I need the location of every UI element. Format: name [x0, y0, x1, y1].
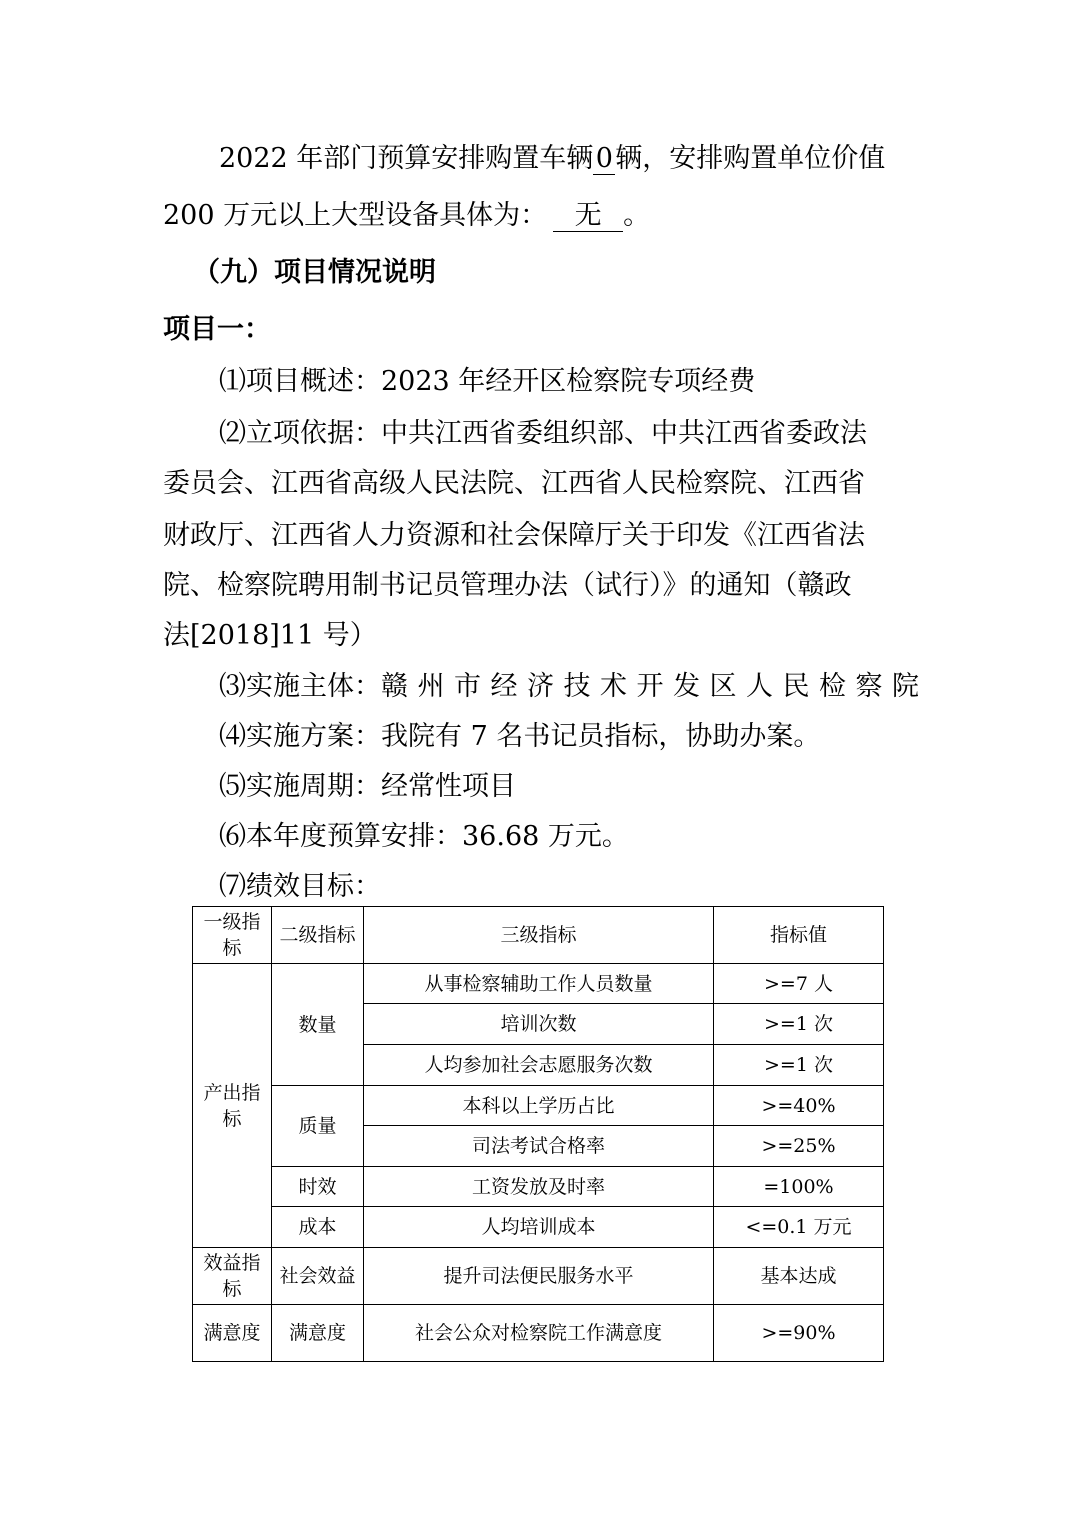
- value-cell: <=0.1 万元: [714, 1207, 884, 1248]
- table-header-row: [193, 907, 884, 964]
- level3-cell: 培训次数: [364, 1004, 714, 1045]
- item-goals: ⑺绩效目标：: [219, 871, 381, 902]
- value-cell: >=1 次: [714, 1045, 884, 1086]
- table-row: [193, 964, 884, 1004]
- level3-cell: 工资发放及时率: [364, 1167, 714, 1207]
- section-heading: （九）项目情况说明: [193, 257, 436, 288]
- item-basis-line4: 院、检察院聘用制书记员管理办法（试行）》的通知（赣政: [163, 570, 852, 601]
- level2-social-benefit: 社会效益: [272, 1248, 364, 1305]
- level3-cell: 社会公众对检察院工作满意度: [364, 1305, 714, 1362]
- item-basis-line1: ⑵立项依据：中共江西省委组织部、中共江西省委政法: [219, 418, 867, 449]
- item-basis-line5: 法[2018]11 号）: [163, 620, 377, 651]
- level1-satisfaction: 满意度: [193, 1305, 272, 1362]
- level2-cost: 成本: [272, 1207, 364, 1248]
- table-row: [193, 1167, 884, 1207]
- table-row: [193, 1305, 884, 1362]
- value-cell: =100%: [714, 1167, 884, 1207]
- value-cell: >=1 次: [714, 1004, 884, 1045]
- table-row: [193, 1207, 884, 1248]
- level3-cell: 提升司法便民服务水平: [364, 1248, 714, 1305]
- level3-cell: 人均培训成本: [364, 1207, 714, 1248]
- level3-cell: 人均参加社会志愿服务次数: [364, 1045, 714, 1086]
- para1-l1-pre: 2022 年部门预算安排购置车辆: [219, 143, 594, 174]
- level2-timeliness: 时效: [272, 1167, 364, 1207]
- level1-output: 产出指标: [193, 964, 272, 1248]
- table-row: [193, 1086, 884, 1126]
- level2-quality: 质量: [272, 1086, 364, 1167]
- para1-line2: [163, 199, 650, 233]
- para1-l1-post: 辆，安排购置单位价值: [615, 143, 886, 174]
- value-cell: >=25%: [714, 1126, 884, 1167]
- item-plan: ⑷实施方案：我院有 7 名书记员指标，协助办案。: [219, 721, 821, 752]
- item-budget: ⑹本年度预算安排：36.68 万元。: [219, 821, 629, 852]
- equipment-value: 无: [553, 201, 623, 232]
- level2-quantity: 数量: [272, 964, 364, 1086]
- level1-benefit: 效益指标: [193, 1248, 272, 1305]
- item-basis-line3: 财政厅、江西省人力资源和社会保障厅关于印发《江西省法: [163, 520, 865, 551]
- item-overview: ⑴项目概述：2023 年经开区检察院专项经费: [219, 366, 756, 397]
- item-period: ⑸实施周期：经常性项目: [219, 771, 516, 802]
- value-cell: >=40%: [714, 1086, 884, 1126]
- level2-satisfaction: 满意度: [272, 1305, 364, 1362]
- value-cell: >=90%: [714, 1305, 884, 1362]
- level3-cell: 从事检察辅助工作人员数量: [364, 964, 714, 1004]
- project-label: 项目一：: [163, 314, 271, 345]
- header-level3: 三级指标: [364, 907, 714, 964]
- table-row: [193, 1248, 884, 1305]
- vehicle-count-value: 0: [593, 144, 615, 175]
- header-value: 指标值: [714, 907, 884, 964]
- level3-cell: 司法考试合格率: [364, 1126, 714, 1167]
- header-level1: 一级指标: [193, 907, 272, 964]
- item-basis-line2: 委员会、江西省高级人民法院、江西省人民检察院、江西省: [163, 468, 865, 499]
- performance-table: [192, 906, 884, 1362]
- header-level2: 二级指标: [272, 907, 364, 964]
- value-cell: >=7 人: [714, 964, 884, 1004]
- item-subject: [219, 670, 929, 704]
- item-subject-value: 赣州市经济技术开发区人民检察院: [381, 671, 929, 702]
- para1-l2-pre: 200 万元以上大型设备具体为：: [163, 200, 548, 231]
- value-cell: 基本达成: [714, 1248, 884, 1305]
- para1-line1: [219, 142, 885, 176]
- level3-cell: 本科以上学历占比: [364, 1086, 714, 1126]
- item-subject-label: ⑶实施主体：: [219, 671, 381, 702]
- para1-l2-post: 。: [623, 200, 651, 231]
